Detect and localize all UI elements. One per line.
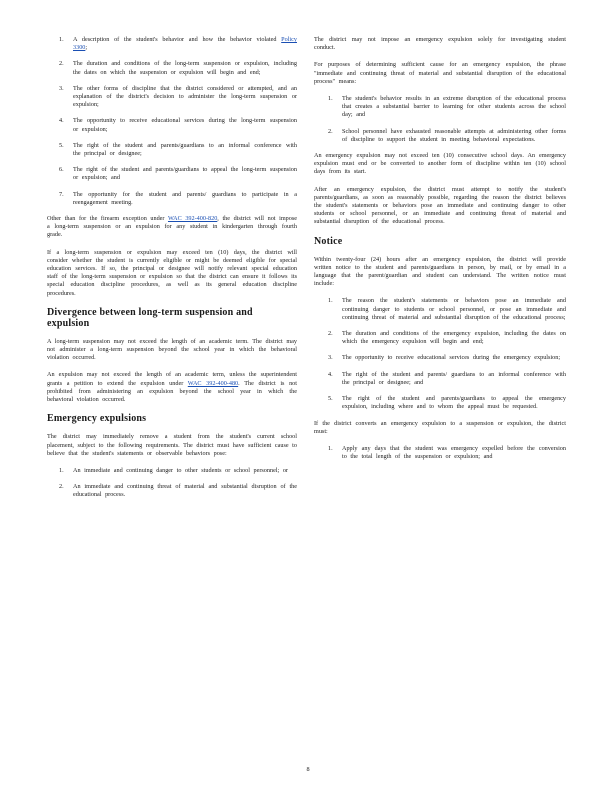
expulsion-length-paragraph: An expulsion may not exceed the length of an academic term, unless the superintendent grants a petition to extend the expulsion under WAC 392-400-480. The district is not prohibited from administering an expulsion beyond the school year in which the behavioral violation occurred. (47, 371, 297, 404)
list-item: 3. The opportunity to receive educational services during the emergency expulsion; (328, 354, 561, 362)
list-item: 5. The right of the student and parents/guardians to appeal the emergency expulsion, including where and to whom the appeal must be requested. (328, 395, 566, 411)
left-column (47, 36, 297, 508)
right-column (314, 36, 566, 469)
written-notice-list (314, 297, 566, 411)
list-item: 1. The student's behavior results in an extreme disruption of the educational process that creates a substantial barrier to learning for other students across the school day; and (328, 95, 566, 119)
sufficient-cause-paragraph: For purposes of determining sufficient cause for an emergency expulsion, the phrase "immediate and continuing threat of material and substantial disruption of the educational process" means: (314, 61, 566, 85)
section-heading: Notice (314, 235, 343, 247)
firearm-exception-paragraph: Other than for the firearm exception under WAC 392-400-820, the district will not impose a long-term suspension or an expulsion for any student in kindergarten through fourth grade. (47, 215, 298, 239)
wac-820-link[interactable]: WAC 392-400-820 (167, 215, 218, 223)
notice-contents-list (47, 36, 297, 207)
list-item: 6. The right of the student and parents/guardians to appeal the long-term suspension or expulsion; and (59, 166, 297, 182)
list-item: 7. The opportunity for the student and parents/ guardians to participate in a reengagement meeting. (59, 190, 297, 206)
parent-notification-paragraph: After an emergency expulsion, the district must attempt to notify the student's parents/guardians, as soon as reasonably possible, regarding the reason the district believes the student's statements or behaviors pose an immediate and continuing danger to other students or school personnel, or an immediate and continuing threat of material and substantial disruption of the educational process. (314, 185, 566, 226)
conversion-list (314, 445, 566, 461)
list-item: 2. An immediate and continuing threat of material and substantial disruption of the educational process. (59, 483, 297, 499)
emergency-criteria-list (47, 467, 297, 500)
disruption-definition-list (314, 95, 566, 144)
wac-480-link[interactable]: WAC 392-400-480 (187, 379, 239, 387)
policy-link[interactable]: Policy 3300 (73, 36, 297, 52)
list-item: 2. The duration and conditions of the long-term suspension or expulsion, including the dates on which the suspension or expulsion will begin and end; (59, 60, 297, 76)
list-item: 1. A description of the student's behavior and how the behavior violated Policy 3300; (59, 36, 297, 52)
section-heading: Emergency expulsions (47, 413, 147, 425)
written-notice-paragraph: Within twenty-four (24) hours after an emergency expulsion, the district will provide written notice to the student and parents/guardians in person, by mail, or by email in a language that the parent/guardian and student can understand. The written notice must include: (314, 255, 566, 288)
section-heading: Divergence between long-term suspension and expulsion (47, 306, 253, 329)
list-item: 1. Apply any days that the student was emergency expelled before the conversion to the total length of the suspension or expulsion; and (328, 444, 566, 461)
page-number: 8 (306, 766, 310, 773)
list-item: 2. School personnel have exhausted reasonable attempts at administering other forms of discipline to support the student in meeting behavioral expectations. (328, 127, 566, 143)
list-item: 3. The other forms of discipline that the district considered or attempted, and an explanation of the district's decision to administer the long-term suspension or expulsion; (59, 84, 297, 109)
list-item: 4. The opportunity to receive educational services during the long-term suspension or expulsion; (59, 117, 297, 133)
long-term-suspension-paragraph: A long-term suspension may not exceed the length of an academic term. The district may not administer a long-term suspension beyond the school year in which the behavioral violation occurred. (47, 337, 297, 362)
conversion-paragraph: If the district converts an emergency expulsion to a suspension or expulsion, the district must: (314, 419, 566, 435)
emergency-removal-paragraph: The district may immediately remove a student from the student's current school placement, subject to the following requirements. The district must have sufficient cause to believe that the student's statements or observable behaviors pose: (47, 433, 297, 457)
list-item: 2. The duration and conditions of the emergency expulsion, including the dates on which the emergency expulsion will begin and end; (328, 330, 566, 346)
list-item: 1. An immediate and continuing danger to other students or school personnel; or (59, 466, 288, 474)
special-education-paragraph: If a long-term suspension or expulsion may exceed ten (10) days, the district will consider whether the student is currently eligible or might be deemed eligible for special education services. If so, the principal or designee will notify relevant special education staff of the long-term suspension or expulsion so that the district can ensure it follows its special education discipline procedures, as well as its general education discipline procedures. (47, 248, 297, 297)
list-item: 4. The right of the student and parents/ guardians to an informal conference with the principal or designee; and (328, 370, 566, 386)
list-item: 1. The reason the student's statements or behaviors pose an immediate and continuing danger to students or school personnel, or pose an immediate and continuing threat of material and substantial disruption of the educational process; (328, 297, 566, 321)
investigation-paragraph: The district may not impose an emergency expulsion solely for investigating student conduct. (314, 36, 566, 52)
duration-limit-paragraph: An emergency expulsion may not exceed ten (10) consecutive school days. An emergency expulsion must end or be converted to another form of discipline within ten (10) school days from its start. (314, 152, 566, 176)
list-item: 5. The right of the student and parents/guardians to an informal conference with the principal or designee; (59, 141, 297, 158)
